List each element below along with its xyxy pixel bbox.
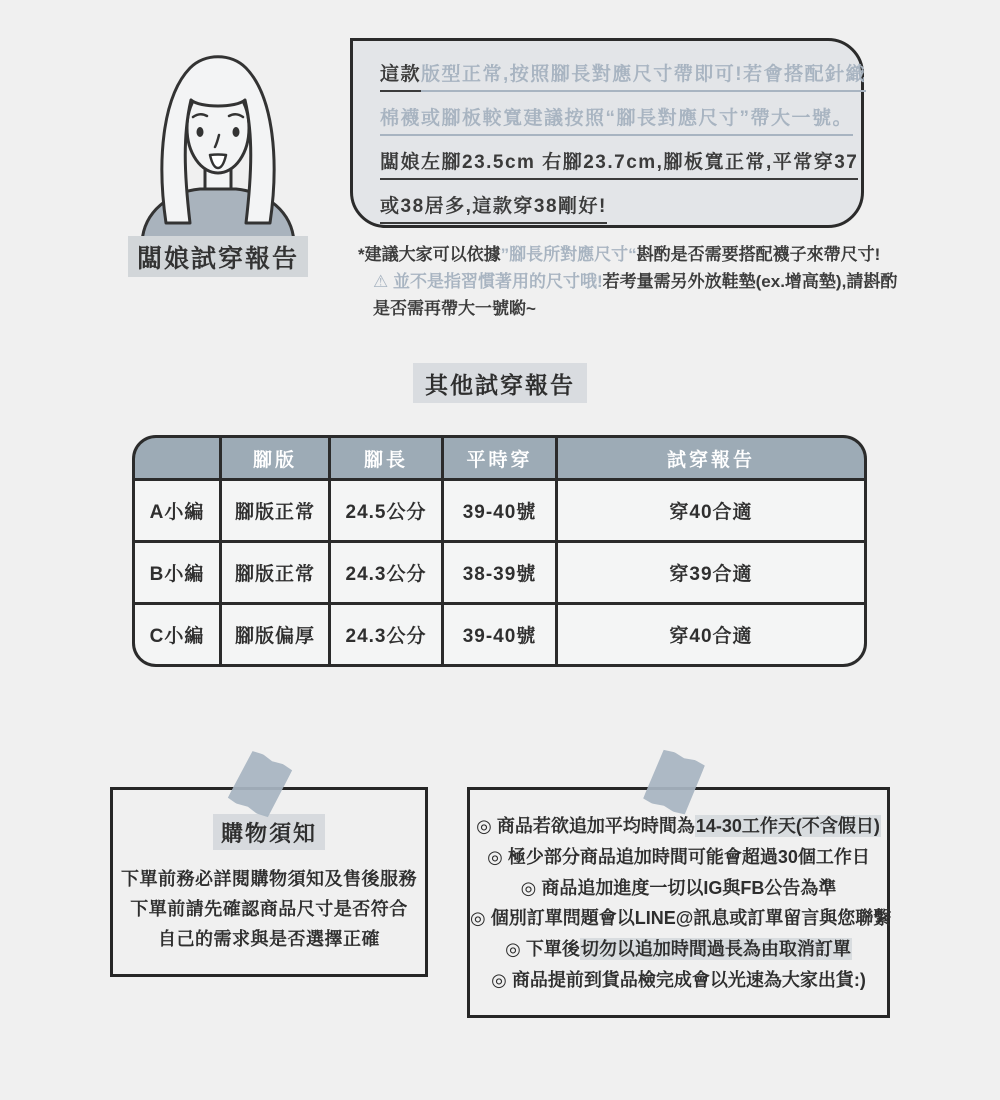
size-advice-footnote <box>358 241 898 322</box>
boss-report-label: 闆娘試穿報告 <box>128 236 308 277</box>
policy-item: ◎ 商品追加進度一切以IG與FB公告為準 <box>520 877 837 898</box>
policy-item: ◎ 個別訂單問題會以LINE@訊息或訂單留言與您聯繫 <box>470 908 892 929</box>
policy-item: ◎ 極少部分商品追加時間可能會超過30個工作日 <box>487 846 870 867</box>
footnote-line-1 <box>358 241 898 268</box>
table-row-cell: 24.3公分 <box>331 543 441 602</box>
notice-line: 下單前請先確認商品尺寸是否符合 <box>130 899 408 919</box>
notice-line: 下單前務必詳閱購物須知及售後服務 <box>121 869 417 889</box>
table-row-cell: 穿40合適 <box>558 605 864 664</box>
table-row-cell: 39-40號 <box>444 605 555 664</box>
bubble-line-3 <box>380 141 859 185</box>
footnote-line-2 <box>358 268 898 295</box>
table-row-cell: 穿39合適 <box>558 543 864 602</box>
policy-item: ◎ 商品提前到貨品檢完成會以光速為大家出貨:) <box>491 969 866 990</box>
policy-item: ◎ 商品若欲追加平均時間為14-30工作天(不含假日) <box>476 816 880 836</box>
boss-report-speech-bubble <box>350 38 867 228</box>
table-header-foot-shape: 腳版 <box>222 438 328 478</box>
bubble-line-4 <box>380 185 835 229</box>
table-row-cell: C小編 <box>135 605 219 664</box>
footnote-line-1-dark-b: 斟酌是否需要搭配襪子來帶尺寸! <box>636 245 881 264</box>
bubble-line-1-dark: 這款 <box>380 59 421 92</box>
policy-item: ◎ 下單後切勿以追加時間過長為由取消訂單 <box>505 939 851 960</box>
table-row-cell: 腳版正常 <box>222 481 328 540</box>
table-row-cell: 39-40號 <box>444 481 555 540</box>
bubble-line-1-blue: 版型正常,按照腳長對應尺寸帶即可!若會搭配針織 <box>421 59 866 92</box>
other-reports-title-row <box>0 363 1000 403</box>
table-row-cell: B小編 <box>135 543 219 602</box>
footnote-line-2-dark: 若考量需另外放鞋墊(ex.增高墊),請斟酌 <box>602 272 898 291</box>
notice-line: 自己的需求與是否選擇正確 <box>158 929 380 949</box>
footnote-line-2-blue: 並不是指習慣著用的尺寸哦! <box>388 272 603 291</box>
footnote-line-3-dark: 是否需再帶大一號喲~ <box>373 299 536 318</box>
footnote-line-3 <box>358 295 898 322</box>
footnote-line-1-blue: ”腳長所對應尺寸“ <box>500 245 637 264</box>
restock-policy-box <box>467 787 890 1018</box>
woman-avatar-illustration <box>132 42 304 242</box>
other-reports-title: 其他試穿報告 <box>413 363 587 403</box>
table-row-cell: 38-39號 <box>444 543 555 602</box>
table-row-cell: 24.3公分 <box>331 605 441 664</box>
table-header-foot-length: 腳長 <box>331 438 441 478</box>
table-header-empty <box>135 438 219 478</box>
fitting-report-table <box>132 435 867 667</box>
avatar-eye-right <box>233 127 240 137</box>
table-row-cell: 腳版偏厚 <box>222 605 328 664</box>
shopping-notice-box <box>110 787 428 977</box>
warning-triangle-icon: ⚠ <box>373 272 389 291</box>
table-row-cell: 穿40合適 <box>558 481 864 540</box>
table-row-cell: 24.5公分 <box>331 481 441 540</box>
table-row-cell: A小編 <box>135 481 219 540</box>
footnote-line-1-dark-a: *建議大家可以依據 <box>358 245 501 264</box>
boss-avatar-block <box>118 42 318 277</box>
avatar-eye-left <box>197 127 204 137</box>
table-header-report: 試穿報告 <box>558 438 864 478</box>
shopping-notice-title: 購物須知 <box>213 814 325 850</box>
bubble-line-4-dark: 或38居多,這款穿38剛好! <box>380 191 607 224</box>
shopping-notice-lines <box>113 864 425 954</box>
bubble-line-1 <box>380 53 867 97</box>
bubble-line-2-blue: 棉襪或腳板較寬建議按照“腳長對應尺寸”帶大一號。 <box>380 103 853 136</box>
table-header-usual-size: 平時穿 <box>444 438 555 478</box>
table-row-cell: 腳版正常 <box>222 543 328 602</box>
bubble-line-2 <box>380 97 854 141</box>
bubble-line-3-dark: 闆娘左腳23.5cm 右腳23.7cm,腳板寬正常,平常穿37 <box>380 147 858 180</box>
